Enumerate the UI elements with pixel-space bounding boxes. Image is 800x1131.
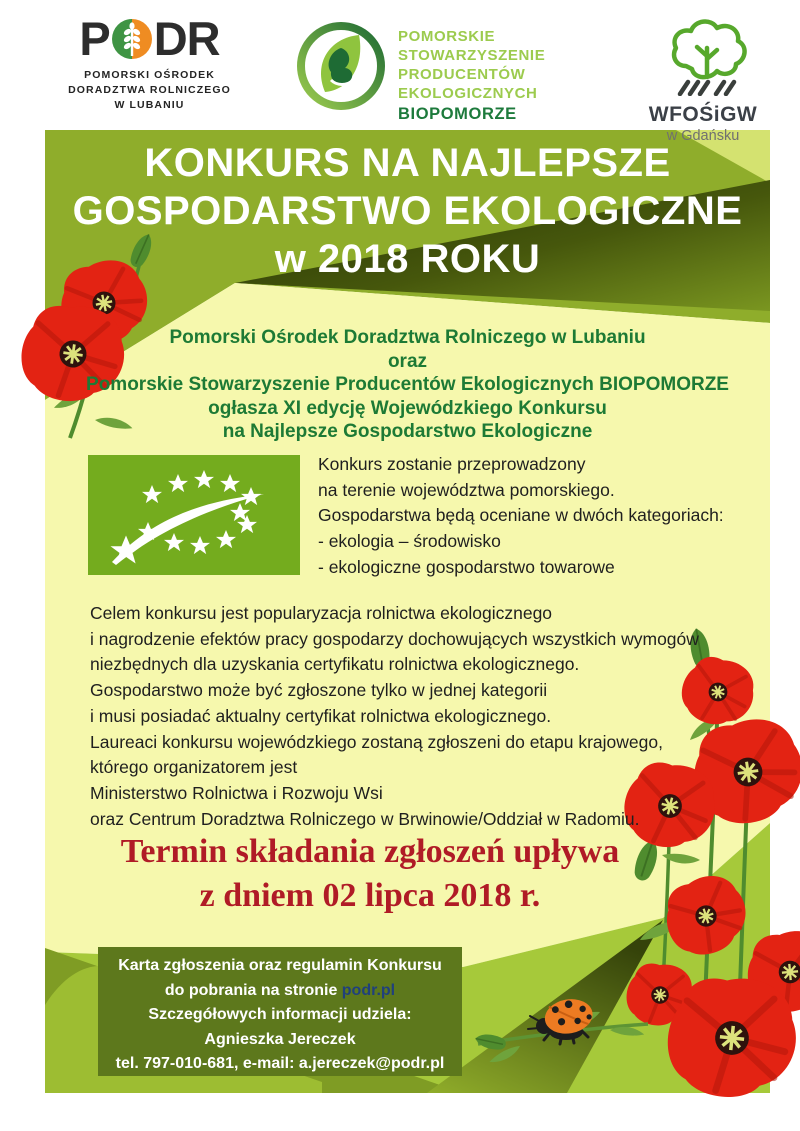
announcement [45, 326, 770, 444]
podr-logo [42, 14, 257, 113]
eu-text-line: Gospodarstwa będą oceniane w dwóch kategoriach: [318, 505, 724, 526]
deadline-line-1: Termin składania zgłoszeń upływa [120, 833, 620, 870]
contact-line-2 [98, 979, 462, 1004]
contact-phone-email: tel. 797-010-681, e-mail: a.jereczek@podr.pl [115, 1055, 445, 1073]
title-line-2: GOSPODARSTWO EKOLOGICZNE [72, 189, 743, 233]
body-line: Laureaci konkursu wojewódzkiego zostaną zgłoszeni do etapu krajowego, [90, 731, 663, 752]
griffin-leaf-emblem-icon [295, 20, 387, 112]
body-line: Ministerstwo Rolnictwa i Rozwoju Wsi [90, 782, 383, 803]
announcement-line: oraz [387, 350, 428, 372]
biopomorze-line: STOWARZYSZENIE [398, 47, 546, 64]
podr-subtitle-line: DORADZTWA ROLNICZEGO [68, 84, 231, 96]
eu-text-line: na terenie województwa pomorskiego. [318, 479, 615, 500]
announcement-line: na Najlepsze Gospodarstwo Ekologiczne [222, 421, 593, 442]
body-line: niezbędnych dla uzyskania certyfikatu rolnictwa ekologicznego. [90, 654, 580, 675]
biopomorze-line: EKOLOGICZNYCH [398, 85, 538, 102]
contact-person-name: Agnieszka Jereczek [204, 1030, 356, 1048]
body-line: i musi posiadać aktualny certyfikat rolnictwa ekologicznego. [90, 705, 552, 726]
eu-text-line: - ekologiczne gospodarstwo towarowe [318, 556, 615, 577]
announcement-line: Pomorski Ośrodek Doradztwa Rolniczego w Lubaniu [169, 327, 646, 348]
wfosigw-name: WFOŚiGW [648, 103, 758, 126]
podr-letter-p: P [79, 12, 110, 65]
contact-line-3: Szczegółowych informacji udziela: [148, 1006, 412, 1024]
poster-title [45, 139, 770, 283]
contact-line-2-prefix: do pobrania na stronie [164, 981, 342, 999]
podr-letters-dr: DR [153, 12, 220, 65]
podr-website-link: podr.pl [341, 981, 396, 999]
body-line: Celem konkursu jest popularyzacja rolnictwa ekologicznego [90, 603, 553, 623]
announcement-line: Pomorskie Stowarzyszenie Producentów Ekologicznych BIOPOMORZE [86, 374, 729, 395]
wheat-grain-circle-icon [111, 18, 153, 60]
eu-section-text [318, 452, 758, 581]
podr-subtitle-line: W LUBANIU [114, 99, 185, 111]
contact-line-1: Karta zgłoszenia oraz regulamin Konkursu [118, 957, 442, 974]
wfosigw-subtitle: w Gdańsku [666, 128, 740, 144]
eu-text-line: - ekologia – środowisko [318, 531, 501, 552]
body-line: Gospodarstwo może być zgłoszone tylko w jednej kategorii [90, 680, 548, 701]
body-line: i nagrodzenie efektów pracy gospodarzy dochowujących wszystkich wymogów [90, 628, 699, 649]
body-line: oraz Centrum Doradztwa Rolniczego w Brwinowie/Oddział w Radomiu. [90, 808, 640, 829]
green-tree-icon [628, 14, 778, 96]
eu-text-line: Konkurs zostanie przeprowadzony [318, 454, 586, 474]
title-line-3: w 2018 ROKU [274, 237, 541, 281]
podr-subtitle-line: POMORSKI OŚRODEK [84, 69, 215, 81]
wfosigw-logo [628, 14, 778, 144]
biopomorze-line: POMORSKIE [398, 28, 496, 45]
announcement-line: ogłasza XI edycję Wojewódzkiego Konkursu [208, 397, 607, 419]
eu-organic-leaf-logo [88, 455, 300, 575]
biopomorze-name: BIOPOMORZE [398, 105, 517, 123]
title-line-1: KONKURS NA NAJLEPSZE [144, 141, 671, 185]
body-paragraph [90, 601, 750, 832]
deadline-line-2: z dniem 02 lipca 2018 r. [199, 877, 541, 914]
deadline-notice [45, 830, 695, 918]
contact-box [98, 947, 462, 1076]
body-line: którego organizatorem jest [90, 757, 298, 778]
biopomorze-logo [398, 27, 545, 124]
biopomorze-line: PRODUCENTÓW [398, 66, 526, 83]
